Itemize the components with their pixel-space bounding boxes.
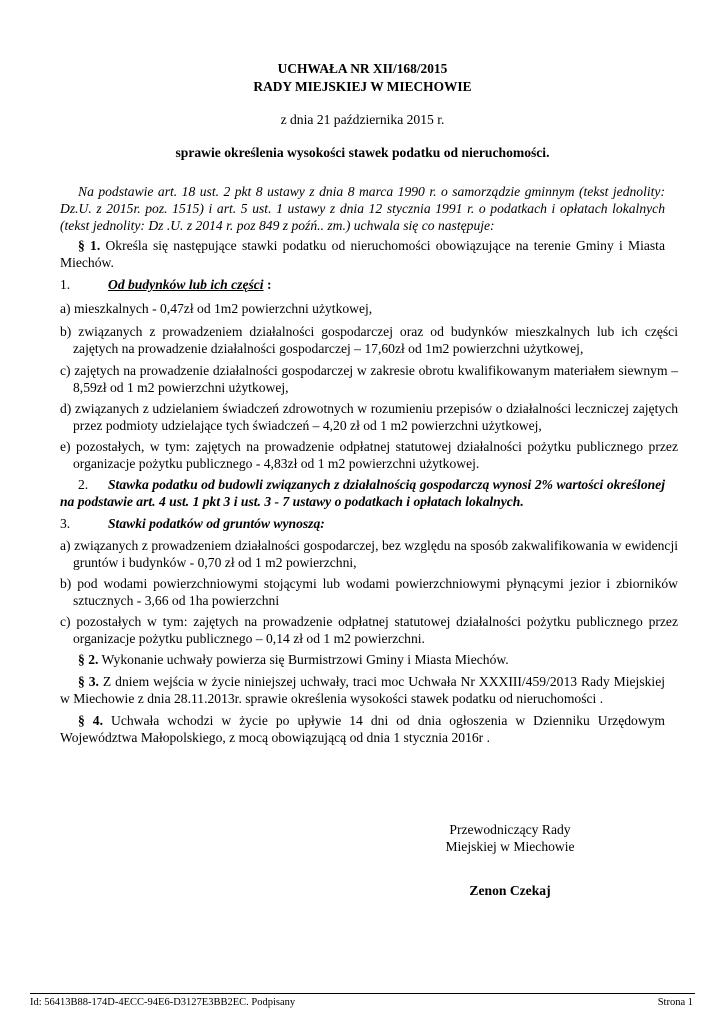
paragraph-4 [60, 712, 665, 746]
signature-title-line1: Przewodniczący Rady [449, 822, 571, 837]
section-1-item-b: b) związanych z prowadzeniem działalności gospodarczej oraz od budynków mieszkalnych lub ich części zajętych na prowadzenie działalności gospodarczej – 17,60zł od 1m2 powierzchni użytkowej, [60, 324, 678, 356]
section-2-number: 2. [78, 477, 89, 492]
signatory-name: Zenon Czekaj [469, 883, 551, 898]
council-name: RADY MIEJSKIEJ W MIECHOWIE [253, 79, 472, 94]
section-1-item-c: c) zajętych na prowadzenie działalności gospodarczej w zakresie obrotu kwalifikowanym materiałem siewnym – 8,59zł od 1 m2 powierzchni użytkowej, [60, 363, 678, 395]
paragraph-1 [60, 237, 665, 271]
section-3-title: Stawki podatków od gruntów wynoszą: [108, 516, 325, 531]
section-3-item-c: c) pozostałych w tym: zajętych na prowadzenie odpłatnej statutowej działalności pożytku publicznego przez organizacje pożytku publicznego – 0,14 zł od 1 m2 powierzchni. [60, 614, 678, 646]
paragraph-4-mark: § 4. [78, 713, 103, 728]
section-1-item-d: d) związanych z udzielaniem świadczeń zdrowotnych w rozumieniu przepisów o działalności leczniczej zajętych przez podmioty udzielające tych świadczeń – 4,20 zł od 1 m2 powierzchni użytkowej, [60, 401, 678, 433]
section-1-item-a: a) mieszkalnych - 0,47zł od 1m2 powierzchni użytkowej, [60, 301, 373, 316]
section-1-heading [60, 276, 665, 293]
resolution-date: z dnia 21 października 2015 r. [280, 112, 445, 127]
section-1-item-e: e) pozostałych, w tym: zajętych na prowadzenie odpłatnej statutowej działalności pożytku publicznego przez organizacje pożytku publicznego - 4,83zł od 1 m2 powierzchni użytkowej. [60, 439, 678, 471]
paragraph-3-mark: § 3. [78, 674, 99, 689]
section-3-number: 3. [60, 516, 71, 531]
section-3-item-a: a) związanych z prowadzeniem działalności gospodarczej, bez względu na sposób zakwalifikowania w ewidencji gruntów i budynków - 0,70 zł od 1 m2 powierzchni, [60, 538, 678, 570]
page-number: Strona 1 [657, 997, 693, 1008]
paragraph-1-mark: § 1. [78, 238, 101, 253]
paragraph-2-mark: § 2. [78, 652, 99, 667]
paragraph-1-text: Określa się następujące stawki podatku od nieruchomości obowiązujące na terenie Gminy i Miasta Miechów. [60, 238, 665, 270]
section-2 [60, 476, 665, 510]
section-3-heading [60, 515, 665, 532]
section-1-number: 1. [60, 277, 71, 292]
section-1-title: Od budynków lub ich części [108, 277, 264, 292]
paragraph-3-text: Z dniem wejścia w życie niniejszej uchwały, traci moc Uchwała Nr XXXIII/459/2013 Rady Miejskiej w Miechowie z dnia 28.11.2013r. sprawie określenia wysokości stawek podatku od nieruchomości . [60, 674, 666, 706]
paragraph-2 [60, 651, 665, 668]
footer-divider [30, 993, 695, 994]
section-1-colon: : [263, 277, 272, 292]
document-id: Id: 56413B88-174D-4ECC-94E6-D3127E3BB2EC. Podpisany [30, 997, 296, 1008]
signature-title-line2: Miejskiej w Miechowie [445, 839, 575, 854]
section-3-item-b: b) pod wodami powierzchniowymi stojącymi lub wodami powierzchniowymi płynącymi jezior i zbiorników sztucznych - 3,66 od 1ha powierzchni [60, 576, 678, 608]
paragraph-4-text: Uchwała wchodzi w życie po upływie 14 dni od dnia ogłoszenia w Dzienniku Urzędowym Województwa Małopolskiego, z mocą obowiązującą od dnia 1 stycznia 2016r . [60, 713, 666, 745]
paragraph-2-text: Wykonanie uchwały powierza się Burmistrzowi Gminy i Miasta Miechów. [101, 652, 509, 667]
resolution-number: UCHWAŁA NR XII/168/2015 [277, 61, 448, 76]
section-2-text: Stawka podatku od budowli związanych z działalnością gospodarczą wynosi 2% wartości określonej na podstawie art. 4 ust. 1 pkt 3 i ust. 3 - 7 ustawy o podatkach i opłatach lokalnych. [60, 477, 665, 509]
preamble: Na podstawie art. 18 ust. 2 pkt 8 ustawy z dnia 8 marca 1990 r. o samorządzie gminnym (tekst jednolity: Dz.U. z 2015r. poz. 1515) i art. 5 ust. 1 ustawy z dnia 12 stycznia 1991 r. o podatkach i opłatach lokalnych (tekst jednolity: Dz .U. z 2014 r. poz 849 z poźń.. zm.) uchwala się co następuje: [60, 184, 665, 233]
paragraph-3 [60, 673, 665, 707]
resolution-subject: sprawie określenia wysokości stawek podatku od nieruchomości. [175, 145, 550, 160]
